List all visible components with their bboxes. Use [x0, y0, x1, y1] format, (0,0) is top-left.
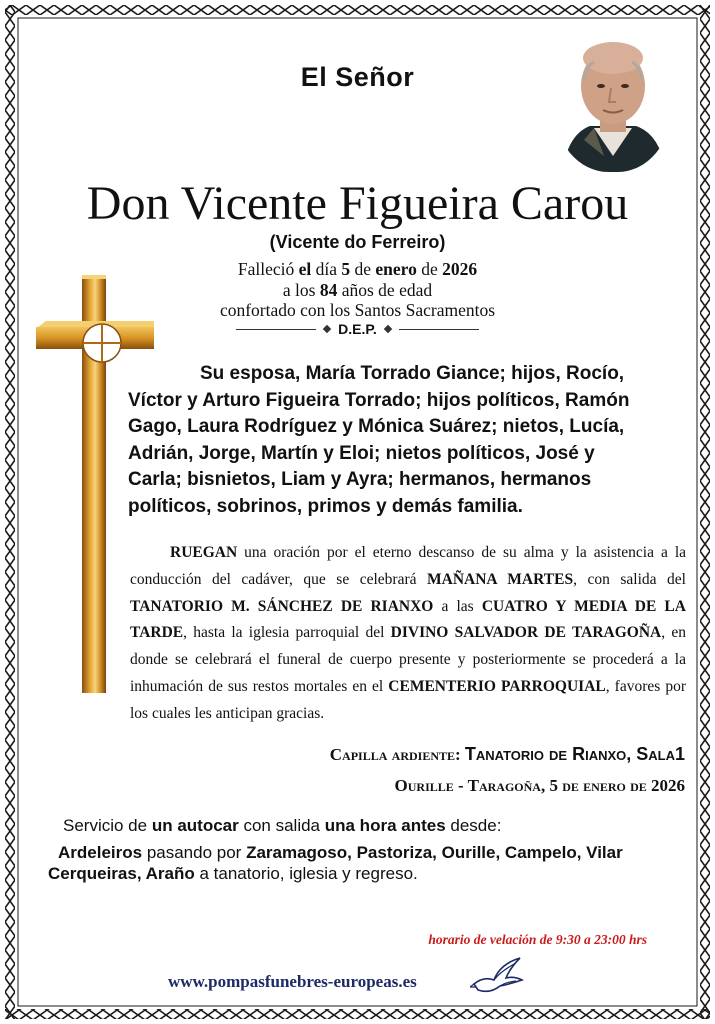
deceased-portrait [554, 30, 672, 172]
chapel-value: Tanatorio de Rianxo, Sala1 [464, 744, 685, 764]
dep-label: D.E.P. [338, 321, 377, 337]
divider-rule [399, 329, 479, 330]
diamond-ornament [384, 325, 392, 333]
chapel-line [85, 744, 685, 765]
dove-logo-icon [470, 954, 524, 994]
service-route: Ardeleiros pasando por Zaramagoso, Pastoriza, Ourille, Campelo, Vilar Cerqueiras, Araño a tanatorio, iglesia y regreso. [48, 843, 623, 883]
family-line: Adrián, Jorge, Martín y Eloi; nietos políticos, José y [128, 442, 595, 464]
family-line: Carla; bisnietos, Liam y Ayra; hermanos, hermanos [128, 469, 592, 490]
divider-rule [236, 329, 316, 330]
death-date-line: Falleció el día 5 de enero de 2026 [237, 259, 478, 279]
place-date: Ourille - Taragoña, 5 de enero de 2026 [394, 776, 685, 795]
age-line: a los 84 años de edad [282, 280, 433, 300]
deceased-name: Don Vicente Figueira Carou [86, 177, 629, 230]
website-link[interactable]: www.pompasfunebres-europeas.es [168, 972, 417, 991]
family-text [128, 361, 685, 520]
velacion-schedule: horario de velación de 9:30 a 23:00 hrs [428, 932, 647, 947]
family-line: Su esposa, María Torrado Giance; hijos, Rocío, [200, 363, 625, 384]
chapel-label: Capilla ardiente: [329, 745, 465, 764]
sacraments-line: confortado con los Santos Sacramentos [219, 300, 496, 320]
service-line: Servicio de un autocar con salida una hora antes desde: [63, 816, 502, 835]
diamond-ornament [323, 325, 331, 333]
ruegan-paragraph: RUEGAN una oración por el eterno descanso de su alma y la asistencia a la conducción del cadáver, que se celebrará MAÑANA MARTES, con salida del TANATORIO M. SÁNCHEZ DE RIANXO a las CUATRO Y MEDIA DE LA TARDE, hasta la iglesia parroquial del DIVINO SALVADOR DE TARAGOÑA, en donde se celebrará el funeral de cuerpo presente y posteriormente se procederá a la inhumación de sus restos mortales en el CEMENTERIO PARROQUIAL, favores por los cuales les anticipan gracias. [130, 544, 686, 722]
family-line: Gago, Laura Rodríguez y Mónica Suárez; nietos, Lucía, [128, 416, 625, 437]
family-line: Víctor y Arturo Figueira Torrado; hijos políticos, Ramón [128, 389, 630, 411]
deceased-alias: (Vicente do Ferreiro) [269, 232, 446, 252]
family-line: políticos, sobrinos, primos y demás familia. [128, 495, 523, 517]
heading: El Señor [300, 62, 415, 92]
